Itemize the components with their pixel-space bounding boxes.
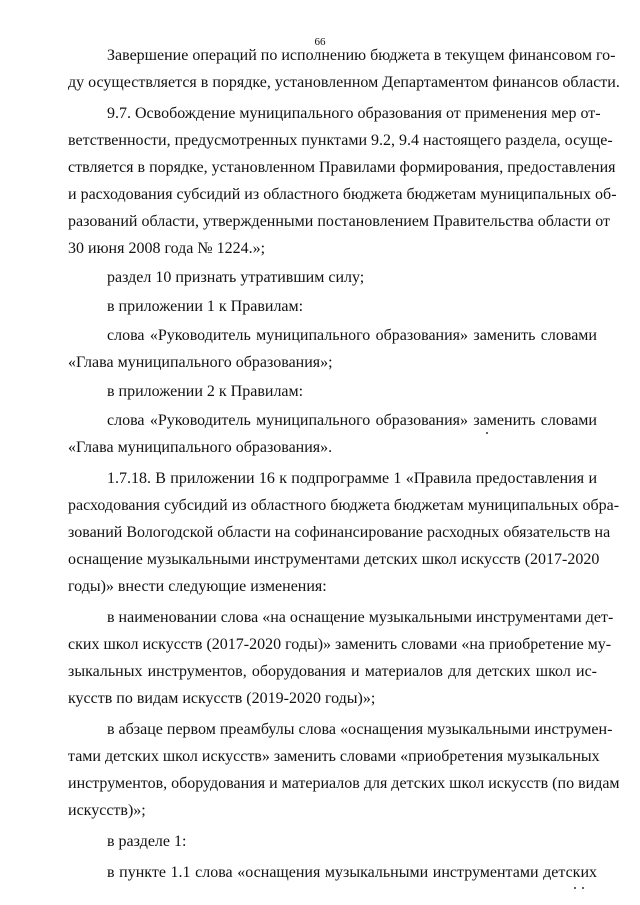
scan-speck	[574, 887, 576, 889]
text-line: инструментов, оборудования и материалов для детских школ искусств (по видам	[68, 775, 620, 792]
text-line: и расходования субсидий из областного бюджета бюджетам муниципальных об-	[68, 186, 617, 203]
text-line: раздел 10 признать утратившим силу;	[107, 269, 365, 286]
text-line: Завершение операций по исполнению бюджета в текущем финансовом го-	[107, 47, 616, 64]
text-line: 30 июня 2008 года № 1224.»;	[68, 240, 266, 257]
paragraph	[68, 716, 620, 824]
text-line: в наименовании слова «на оснащение музыкальными инструментами дет-	[107, 609, 614, 626]
text-line: годы)» внести следующие изменения:	[68, 578, 327, 595]
text-line: «Глава муниципального образования»;	[68, 354, 333, 371]
text-line: зыкальных инструментов, оборудования и материалов для детских школ ис-	[68, 663, 597, 680]
paragraph	[68, 264, 597, 291]
text-line: 9.7. Освобождение муниципального образования от применения мер от-	[107, 105, 601, 122]
paragraph	[68, 407, 597, 461]
text-line: в приложении 1 к Правилам:	[107, 298, 304, 315]
text-line: тами детских школ искусств» заменить словами «приобретения музыкальных	[68, 748, 600, 765]
text-line: кусств по видам искусств (2019-2020 годы)»;	[68, 690, 376, 707]
scan-speck	[486, 432, 488, 434]
scan-speck	[582, 887, 584, 889]
paragraph	[68, 828, 597, 855]
paragraph	[68, 378, 597, 405]
text-line: оснащение музыкальными инструментами детских школ искусств (2017-2020	[68, 551, 600, 568]
text-line: зований Вологодской области на софинансирование расходных обязательств на	[68, 524, 611, 541]
text-line: слова «Руководитель муниципального образования» заменить словами	[107, 412, 597, 429]
text-line: ствляется в порядке, установленном Правилами формирования, предоставления	[68, 159, 616, 176]
text-line: «Глава муниципального образования».	[68, 439, 333, 456]
text-line: 1.7.18. В приложении 16 к подпрограмме 1 «Правила предоставления и	[107, 470, 597, 487]
paragraph	[68, 100, 617, 262]
paragraph	[68, 322, 597, 376]
text-line: искусств)»;	[68, 802, 146, 819]
text-line: ветственности, предусмотренных пунктами 9.2, 9.4 настоящего раздела, осуще-	[68, 132, 613, 149]
text-line: слова «Руководитель муниципального образования» заменить словами	[107, 327, 597, 344]
text-line: расходования субсидий из областного бюджета бюджетам муниципальных обра-	[68, 497, 620, 514]
text-line: в абзаце первом преамбулы слова «оснащения музыкальными инструмен-	[107, 721, 613, 738]
page-number: 66	[314, 36, 326, 48]
paragraph	[68, 42, 620, 96]
paragraph	[68, 859, 597, 886]
paragraph	[68, 604, 614, 712]
text-line: разований области, утвержденными постановлением Правительства области от	[68, 213, 611, 230]
document-body	[68, 42, 620, 886]
text-line: ских школ искусств (2017-2020 годы)» заменить словами «на приобретение му-	[68, 636, 612, 653]
text-line: ду осуществляется в порядке, установленном Департаментом финансов области.	[68, 74, 620, 91]
paragraph	[68, 465, 620, 600]
text-line: в пункте 1.1 слова «оснащения музыкальными инструментами детских	[107, 864, 597, 881]
text-line: в приложении 2 к Правилам:	[107, 383, 304, 400]
paragraph	[68, 293, 597, 320]
text-line: в разделе 1:	[107, 833, 187, 850]
